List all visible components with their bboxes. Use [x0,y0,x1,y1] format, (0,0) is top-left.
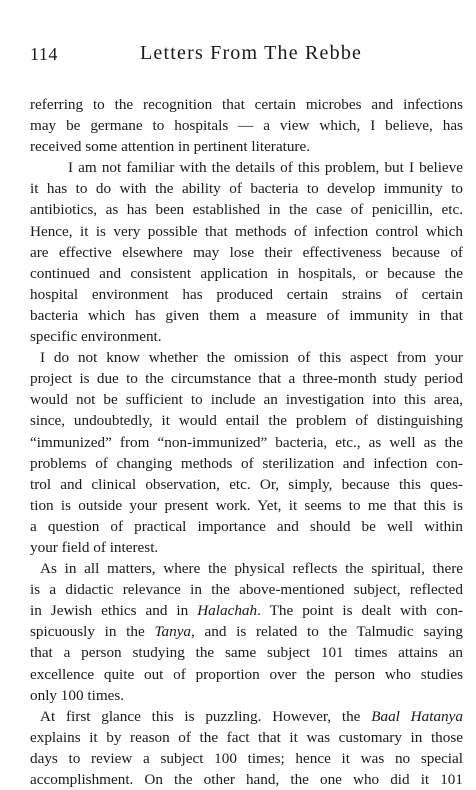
text-line [30,284,463,305]
text-line [30,579,463,600]
text-segment: hospital environment has produced certain strains of certain [30,285,463,303]
page-header [30,40,450,70]
text-segment: problems of changing methods of sterilization and infection con- [30,454,463,472]
italic-term: Halachah [197,602,258,620]
text-segment: I do not know whether the omission of this aspect from your [40,349,463,367]
text-line [30,727,463,748]
text-segment: would not be sufficient to include an investigation into this area, [30,391,463,409]
text-line [30,115,463,136]
text-line [30,495,463,516]
text-line [30,621,463,642]
text-segment: may be germane to hospitals — a view which, I believe, has [30,117,463,135]
text-line [30,347,463,368]
text-segment: tion is outside your present work. Yet, it seems to me that this is [30,496,463,514]
text-line [30,178,463,199]
text-line [30,157,463,178]
italic-term: Tanya [154,623,192,641]
letter-body-text [30,94,463,790]
italic-term: Baal Hatanya [371,707,463,725]
text-line [30,242,463,263]
text-segment: is a didactic relevance in the above-mentioned subject, reflected [30,581,463,599]
page-number: 114 [30,44,58,64]
text-segment: specific environment. [30,328,162,346]
text-segment: days to review a subject 100 times; hence it was no special [30,749,463,767]
text-line [30,769,463,790]
text-segment: since, undoubtedly, it would entail the problem of distinguishing [30,412,463,430]
text-line [30,516,463,537]
text-segment: your field of interest. [30,538,159,556]
text-line [30,326,463,347]
text-line [30,474,463,495]
text-line [30,305,463,326]
text-segment: are effective elsewhere may lose their effectiveness because of [30,243,463,261]
text-line [30,558,463,579]
text-segment: As in all matters, where the physical reflects the spiritual, there [40,560,463,578]
text-segment: I am not familiar with the details of this problem, but I believe [68,159,463,177]
text-segment: a question of practical importance and should be well within [30,517,463,535]
text-line [30,368,463,389]
text-segment: accomplishment. On the other hand, the one who did it 101 [30,771,463,788]
text-segment: explains it by reason of the fact that it was customary in those [30,728,463,746]
text-segment: bacteria which has given them a measure of immunity in that [30,306,463,324]
text-segment: referring to the recognition that certain microbes and infections [30,96,463,113]
text-line [30,136,463,157]
text-segment: received some attention in pertinent literature. [30,138,311,156]
text-segment: excellence quite out of proportion over the person who studies [30,665,463,683]
text-line [30,453,463,474]
text-line [30,263,463,284]
text-segment: trol and clinical observation, etc. Or, simply, because this ques- [30,475,463,493]
text-line [30,537,463,558]
text-segment: project is due to the circumstance that a three-month study period [30,370,463,388]
text-segment: . The point is dealt with con- [257,602,463,620]
text-segment: that a person studying the same subject 101 times attains an [30,644,463,662]
text-segment: At first glance this is puzzling. However, the [40,707,372,725]
text-segment: Hence, it is very possible that methods of infection control which [30,222,463,240]
text-segment: spicuously in the [30,623,155,641]
text-line [30,199,463,220]
text-line [30,706,463,727]
text-line [30,664,463,685]
text-segment: , and is related to the Talmudic saying [191,623,463,641]
text-line [30,410,463,431]
running-title: Letters From The Rebbe [140,42,363,64]
text-line [30,389,463,410]
text-line [30,221,463,242]
text-segment: antibiotics, as has been established in the case of penicillin, etc. [30,201,463,219]
text-line [30,685,463,706]
text-segment: in Jewish ethics and in [30,602,198,620]
text-line [30,600,463,621]
text-segment: “immunized” from “non-immunized” bacteria, etc., as well as the [30,433,463,451]
text-segment: continued and consistent application in hospitals, or because the [30,264,463,282]
text-line [30,94,463,115]
text-segment: it has to do with the ability of bacteria to develop immunity to [30,180,463,198]
text-line [30,432,463,453]
text-line [30,642,463,663]
text-segment: only 100 times. [30,686,125,704]
